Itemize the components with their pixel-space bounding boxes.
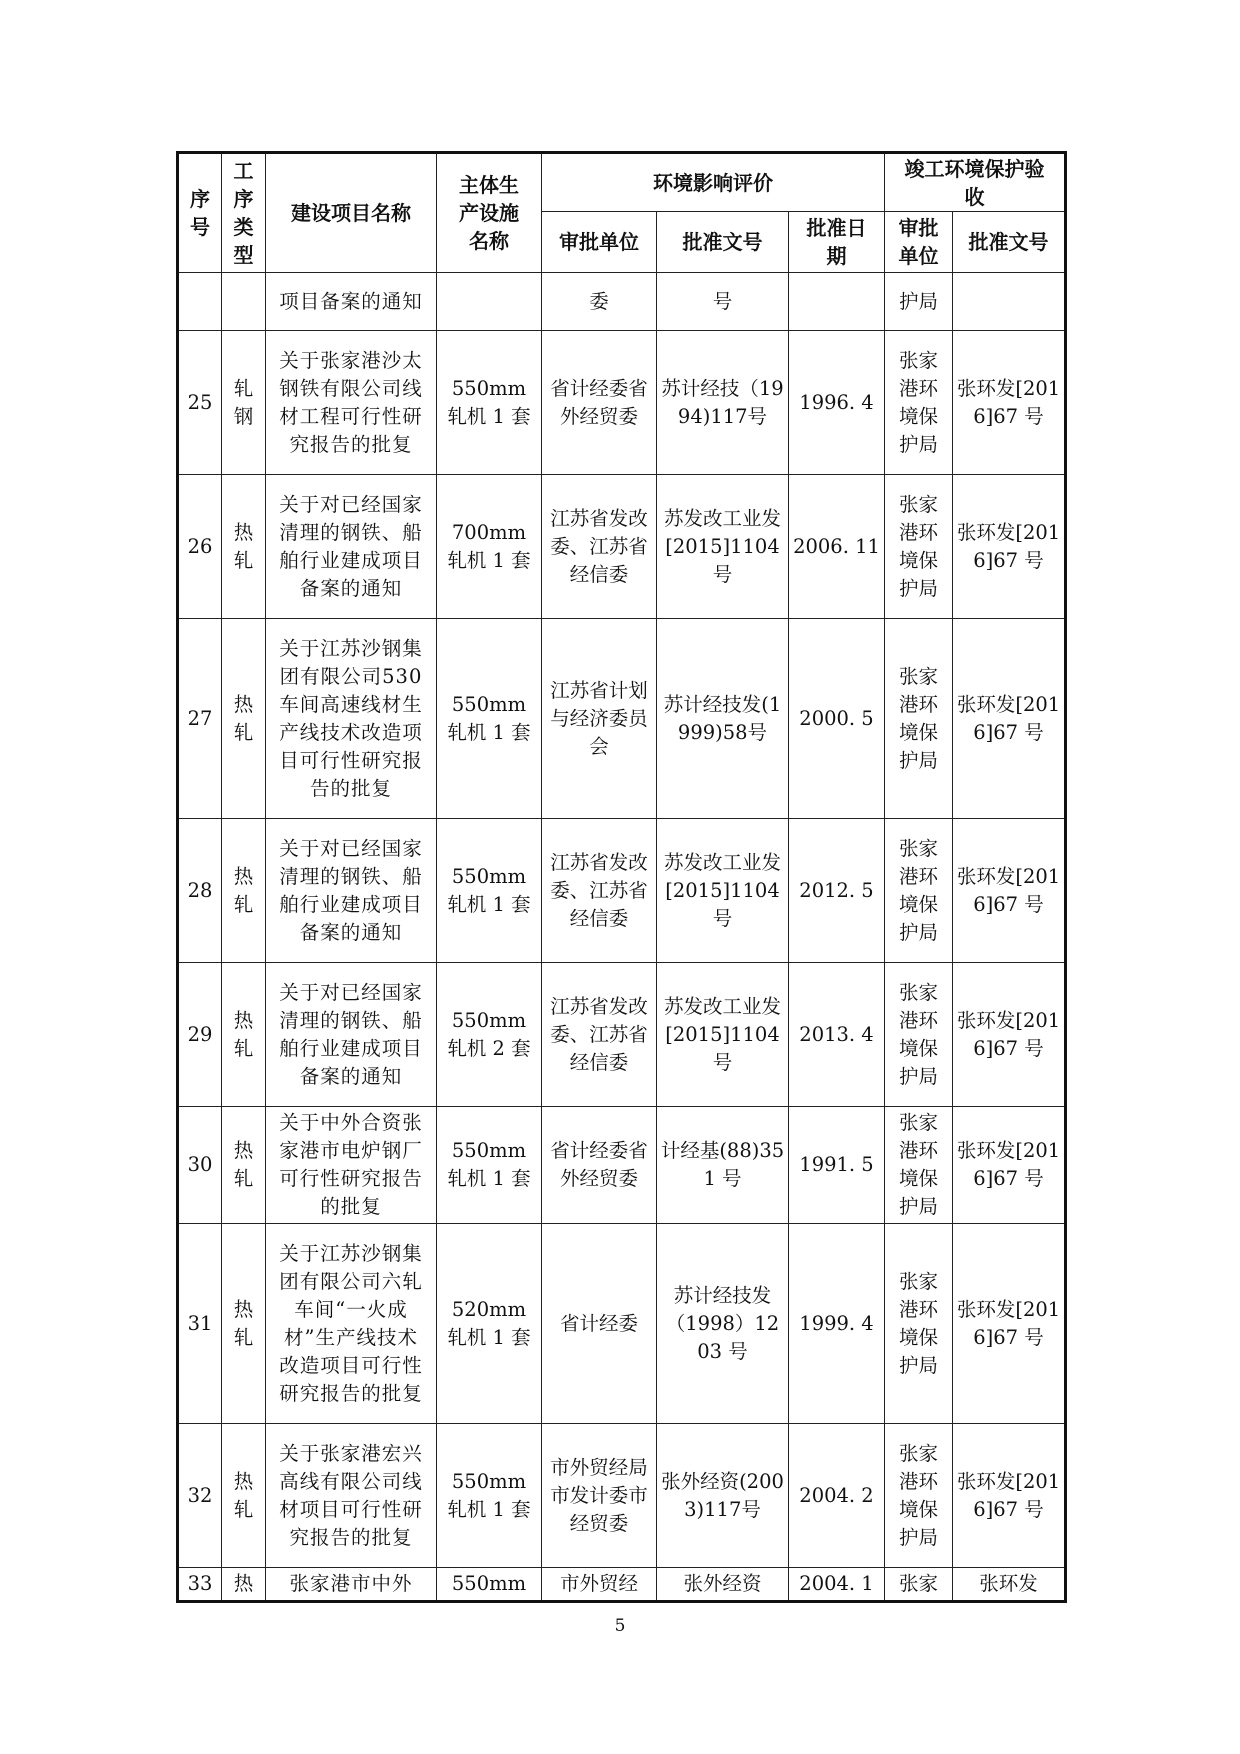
cell-acc-doc: 张环发	[953, 1568, 1066, 1602]
header-eia-doc: 批准文号	[657, 212, 789, 273]
cell-seq: 30	[178, 1107, 222, 1224]
header-seq: 序号	[178, 153, 222, 273]
cell-project-name: 关于张家港宏兴高线有限公司线材项目可行性研究报告的批复	[266, 1424, 437, 1568]
cell-type: 热轧	[222, 1107, 266, 1224]
cell-eia-date: 2000. 5	[789, 619, 885, 819]
header-eia-unit: 审批单位	[542, 212, 657, 273]
cell-type: 热轧	[222, 819, 266, 963]
cell-facility: 550mm 轧机 1 套	[437, 1107, 542, 1224]
cell-acc-unit: 张家港环境保护局	[885, 1424, 953, 1568]
cell-seq: 33	[178, 1568, 222, 1602]
table-row	[178, 819, 1066, 963]
cell-acc-doc	[953, 273, 1066, 331]
cell-acc-unit: 张家港环境保护局	[885, 963, 953, 1107]
cell-eia-date: 2004. 2	[789, 1424, 885, 1568]
cell-facility: 550mm	[437, 1568, 542, 1602]
cell-eia-date: 2004. 1	[789, 1568, 885, 1602]
cell-acc-unit: 张家港环境保护局	[885, 1107, 953, 1224]
cell-eia-doc: 苏计经技发（1998）1203 号	[657, 1224, 789, 1424]
cell-acc-doc: 张环发[2016]67 号	[953, 963, 1066, 1107]
header-eia: 环境影响评价	[542, 153, 885, 212]
cell-facility: 550mm 轧机 1 套	[437, 619, 542, 819]
cell-eia-unit: 江苏省发改委、江苏省经信委	[542, 819, 657, 963]
cell-eia-unit: 省计经委	[542, 1224, 657, 1424]
table-row	[178, 331, 1066, 475]
page-number: 5	[614, 1616, 626, 1636]
cell-eia-unit: 省计经委省外经贸委	[542, 331, 657, 475]
cell-eia-unit: 省计经委省外经贸委	[542, 1107, 657, 1224]
cell-acc-doc: 张环发[2016]67 号	[953, 1424, 1066, 1568]
cell-eia-unit: 江苏省计划与经济委员会	[542, 619, 657, 819]
project-approval-table	[176, 151, 1067, 1603]
cell-seq: 32	[178, 1424, 222, 1568]
header-process-type: 工序类型	[222, 153, 266, 273]
cell-type: 热轧	[222, 1224, 266, 1424]
cell-facility: 520mm 轧机 1 套	[437, 1224, 542, 1424]
header-acc-doc: 批准文号	[953, 212, 1066, 273]
cell-eia-doc: 苏计经技发(1999)58号	[657, 619, 789, 819]
cell-type: 轧钢	[222, 331, 266, 475]
table-row	[178, 1224, 1066, 1424]
cell-project-name: 关于对已经国家清理的钢铁、船舶行业建成项目备案的通知	[266, 963, 437, 1107]
cell-facility: 550mm 轧机 1 套	[437, 819, 542, 963]
cell-type: 热	[222, 1568, 266, 1602]
cell-acc-doc: 张环发[2016]67 号	[953, 819, 1066, 963]
cell-type: 热轧	[222, 475, 266, 619]
cell-seq: 25	[178, 331, 222, 475]
cell-seq	[178, 273, 222, 331]
header-acc-unit: 审批单位	[885, 212, 953, 273]
cell-eia-unit: 委	[542, 273, 657, 331]
cell-acc-doc: 张环发[2016]67 号	[953, 475, 1066, 619]
cell-acc-doc: 张环发[2016]67 号	[953, 619, 1066, 819]
cell-project-name: 项目备案的通知	[266, 273, 437, 331]
cell-project-name: 关于江苏沙钢集团有限公司530 车间高速线材生产线技术改造项目可行性研究报告的批复	[266, 619, 437, 819]
cell-eia-unit: 江苏省发改委、江苏省经信委	[542, 475, 657, 619]
table-row	[178, 1424, 1066, 1568]
cell-eia-date	[789, 273, 885, 331]
cell-eia-doc: 苏计经技（1994)117号	[657, 331, 789, 475]
table-row	[178, 1107, 1066, 1224]
header-acceptance: 竣工环境保护验收	[885, 153, 1066, 212]
cell-facility: 550mm 轧机 2 套	[437, 963, 542, 1107]
cell-eia-doc: 计经基(88)351 号	[657, 1107, 789, 1224]
cell-eia-date: 2012. 5	[789, 819, 885, 963]
table-row	[178, 963, 1066, 1107]
cell-eia-date: 1996. 4	[789, 331, 885, 475]
cell-eia-doc: 张外经资(2003)117号	[657, 1424, 789, 1568]
cell-facility: 550mm 轧机 1 套	[437, 331, 542, 475]
cell-acc-unit: 护局	[885, 273, 953, 331]
cell-type: 热轧	[222, 1424, 266, 1568]
cell-eia-unit: 市外贸经局市发计委市经贸委	[542, 1424, 657, 1568]
cell-acc-doc: 张环发[2016]67 号	[953, 1107, 1066, 1224]
cell-eia-unit: 江苏省发改委、江苏省经信委	[542, 963, 657, 1107]
cell-project-name: 关于对已经国家清理的钢铁、船舶行业建成项目备案的通知	[266, 475, 437, 619]
cell-project-name: 张家港市中外	[266, 1568, 437, 1602]
cell-project-name: 关于对已经国家清理的钢铁、船舶行业建成项目备案的通知	[266, 819, 437, 963]
cell-eia-doc: 张外经资	[657, 1568, 789, 1602]
cell-acc-doc: 张环发[2016]67 号	[953, 1224, 1066, 1424]
cell-eia-unit: 市外贸经	[542, 1568, 657, 1602]
cell-type	[222, 273, 266, 331]
cell-type: 热轧	[222, 619, 266, 819]
cell-acc-unit: 张家港环境保护局	[885, 1224, 953, 1424]
cell-acc-unit: 张家港环境保护局	[885, 475, 953, 619]
cell-seq: 26	[178, 475, 222, 619]
cell-facility: 700mm 轧机 1 套	[437, 475, 542, 619]
header-project-name: 建设项目名称	[266, 153, 437, 273]
cell-acc-unit: 张家港环境保护局	[885, 819, 953, 963]
table-row	[178, 475, 1066, 619]
cell-eia-doc: 苏发改工业发[2015]1104号	[657, 963, 789, 1107]
cell-eia-doc: 苏发改工业发[2015]1104号	[657, 475, 789, 619]
table-row	[178, 273, 1066, 331]
cell-acc-unit: 张家港环境保护局	[885, 619, 953, 819]
cell-eia-date: 1991. 5	[789, 1107, 885, 1224]
cell-eia-date: 1999. 4	[789, 1224, 885, 1424]
cell-seq: 31	[178, 1224, 222, 1424]
cell-eia-doc: 号	[657, 273, 789, 331]
table-row	[178, 1568, 1066, 1602]
header-eia-date: 批准日期	[789, 212, 885, 273]
cell-acc-unit: 张家港环境保护局	[885, 331, 953, 475]
cell-seq: 27	[178, 619, 222, 819]
table-row	[178, 619, 1066, 819]
cell-acc-doc: 张环发[2016]67 号	[953, 331, 1066, 475]
cell-facility	[437, 273, 542, 331]
cell-project-name: 关于江苏沙钢集团有限公司六轧车间“一火成材”生产线技术改造项目可行性研究报告的批复	[266, 1224, 437, 1424]
cell-project-name: 关于张家港沙太钢铁有限公司线材工程可行性研究报告的批复	[266, 331, 437, 475]
cell-project-name: 关于中外合资张家港市电炉钢厂可行性研究报告的批复	[266, 1107, 437, 1224]
cell-eia-date: 2006. 11	[789, 475, 885, 619]
header-facility: 主体生产设施名称	[437, 153, 542, 273]
cell-seq: 29	[178, 963, 222, 1107]
cell-seq: 28	[178, 819, 222, 963]
cell-facility: 550mm 轧机 1 套	[437, 1424, 542, 1568]
cell-type: 热轧	[222, 963, 266, 1107]
cell-acc-unit: 张家	[885, 1568, 953, 1602]
cell-eia-date: 2013. 4	[789, 963, 885, 1107]
cell-eia-doc: 苏发改工业发[2015]1104号	[657, 819, 789, 963]
